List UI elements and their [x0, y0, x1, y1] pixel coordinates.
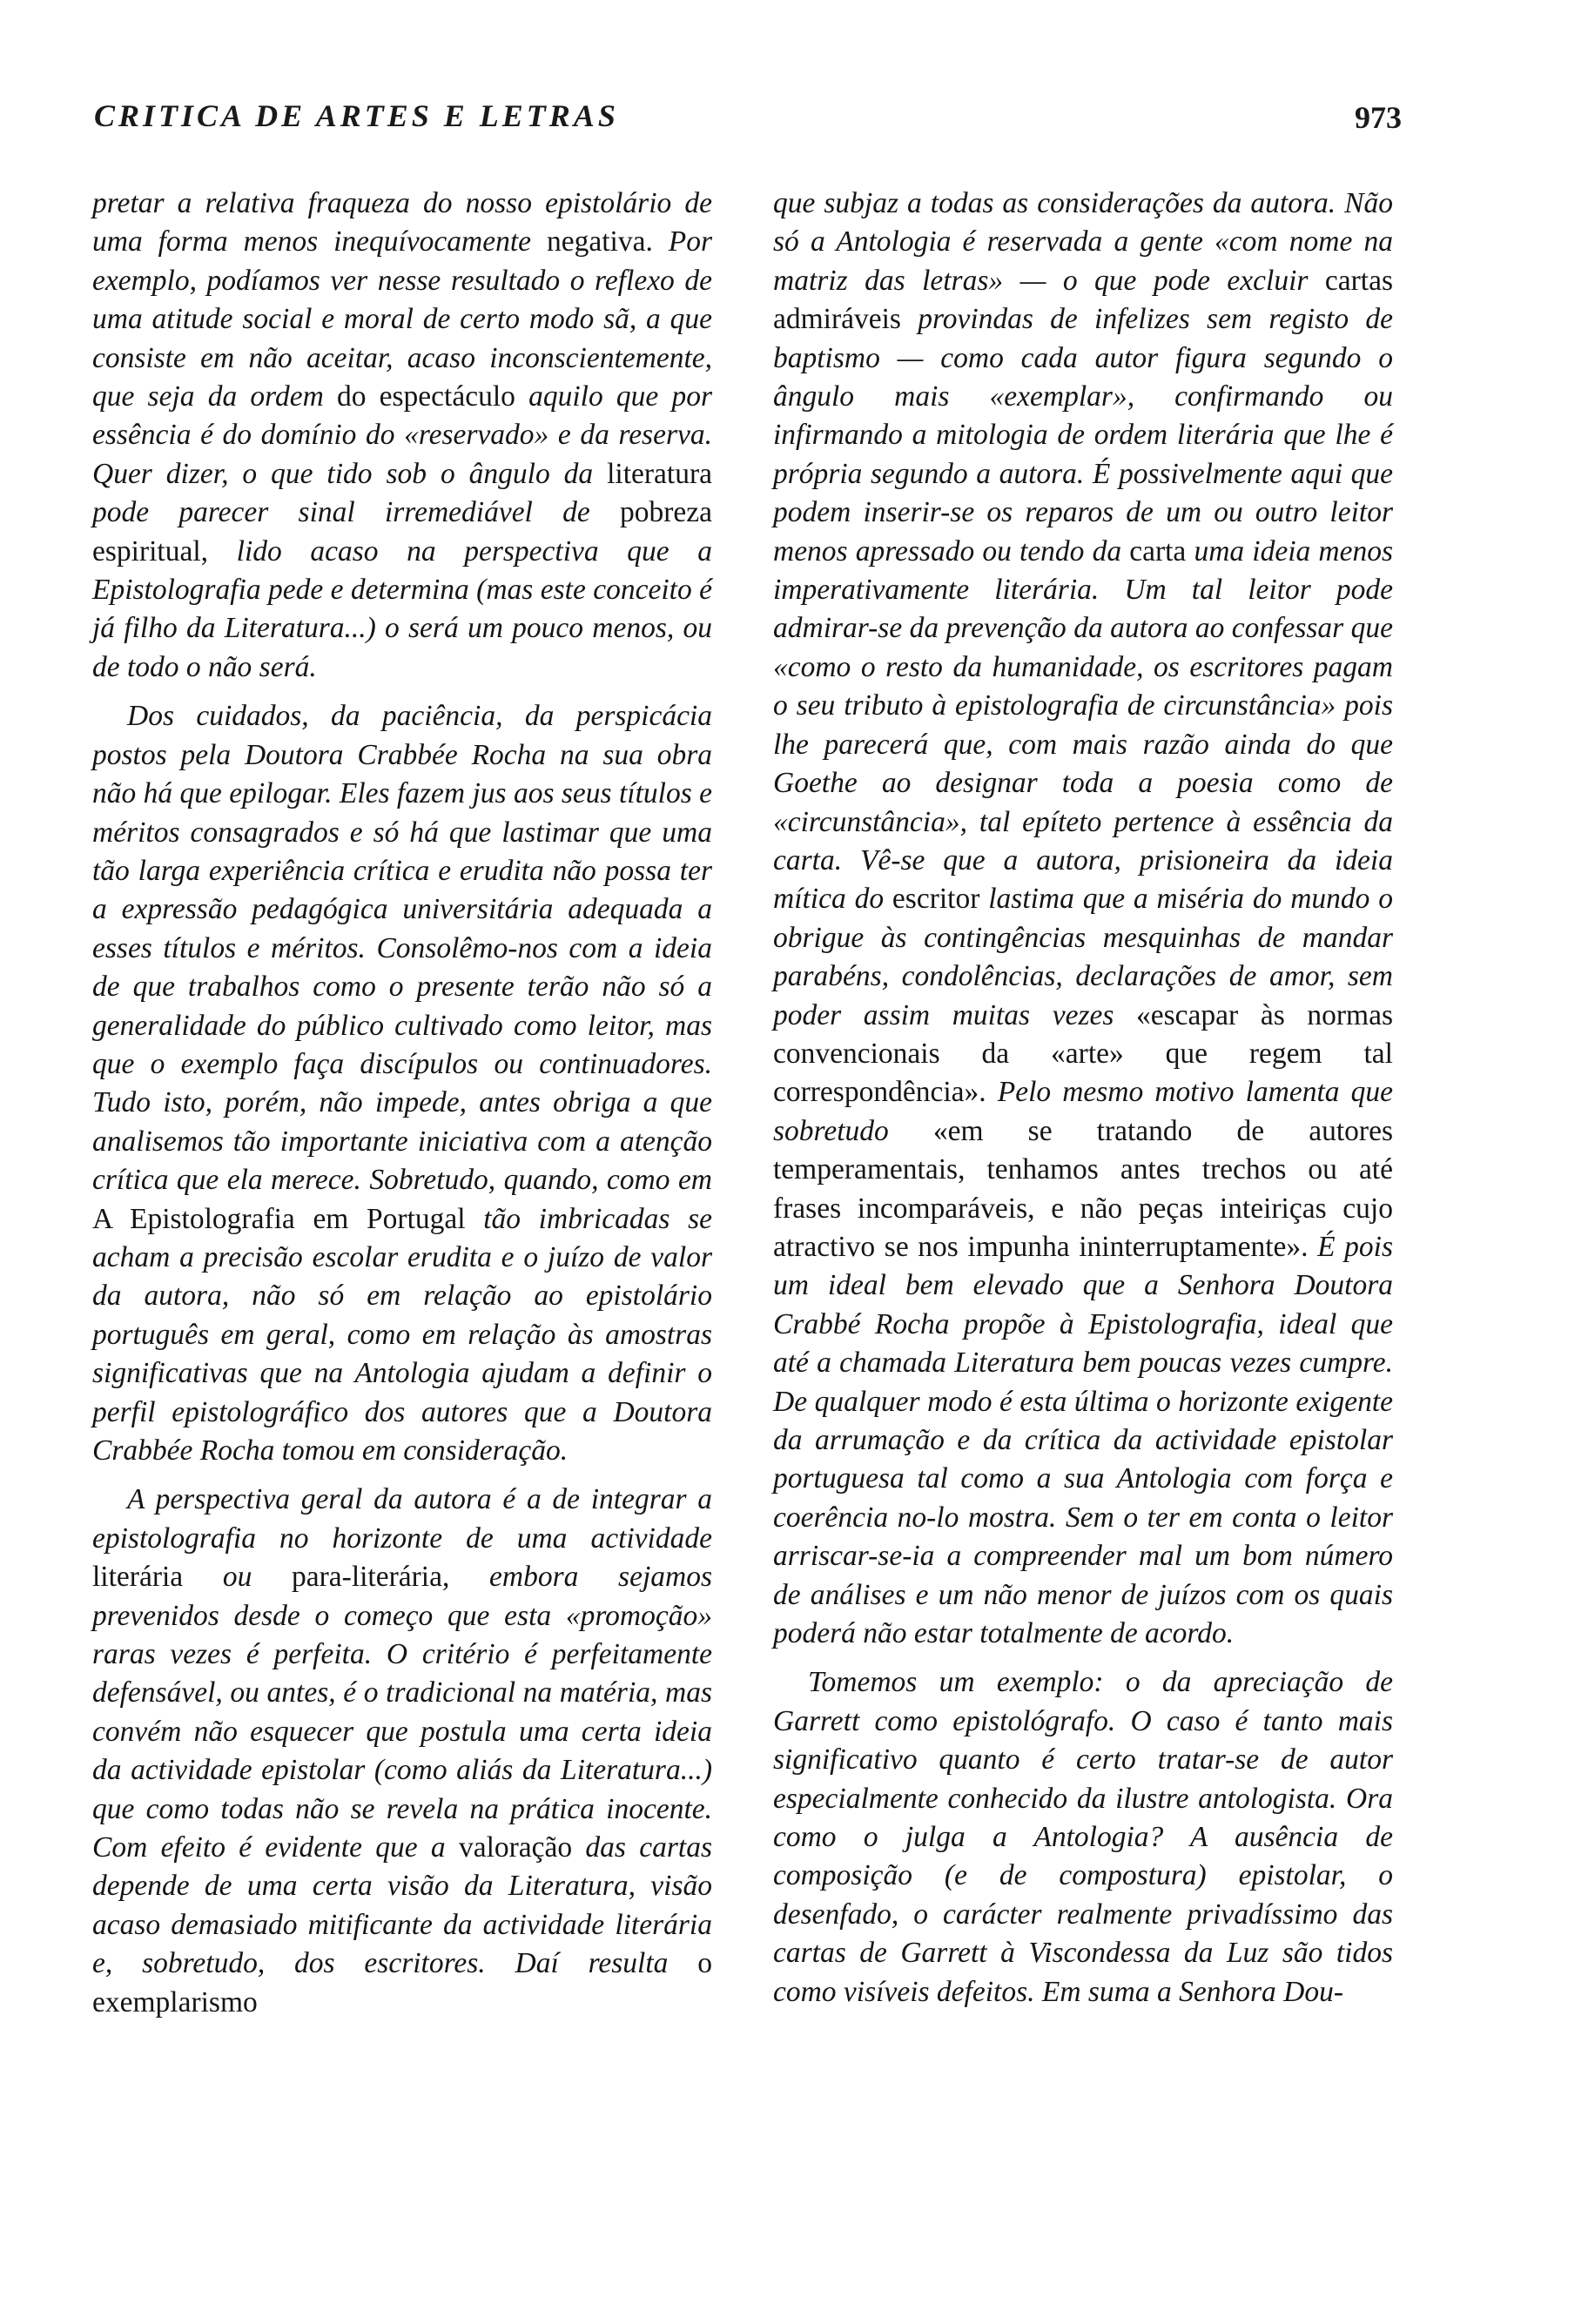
text-run: carta [1129, 534, 1187, 568]
text-run: A perspectiva geral da autora é a de integrar a epistolografia no horizonte de uma actividade [92, 1483, 712, 1555]
text-run: para-literária, [292, 1561, 450, 1594]
text-run: negativa. [546, 225, 653, 259]
text-run: que subjaz a todas as considerações da autora. Não só a Antologia é reservada a gente «com nome na matriz das letras» — o que pode excluir [773, 187, 1393, 297]
paragraph [92, 1481, 712, 2022]
text-run: pode parecer sinal irremediável de [92, 496, 620, 529]
text-run: embora sejamos prevenidos desde o começo que esta «promoção» raras vezes é perfeita. O critério é perfeitamente defensável, ou antes, é o tradicional na matéria, mas convém não esquecer que postula uma certa ideia da actividade epistolar (como aliás da Literatura...) que como todas não se revela na prática inocente. Com efeito é evidente que a [92, 1561, 712, 1864]
text-run: pretar a relativa fraqueza do nosso epistolário de uma forma menos inequívocamente [92, 187, 712, 259]
text-run: das cartas depende de uma certa visão da Literatura, visão acaso demasiado mitificante da actividade literária e, sobretudo, dos escritores. Daí resulta [92, 1831, 712, 1980]
text-run: tão imbricadas se acham a precisão escolar erudita e o juízo de valor da autora, não só em relação ao epistolário português em geral, como em relação às amostras significativas que na Antologia ajudam a definir o perfil epistolográfico dos autores que a Doutora Crabbée Rocha tomou em consideração. [92, 1202, 712, 1467]
text-run: «escapar às normas convencionais da «arte» que regem tal correspondência». [773, 998, 1393, 1109]
right-column [773, 185, 1393, 2012]
text-run: Pelo mesmo motivo lamenta que sobretudo [773, 1076, 1393, 1147]
text-run: Tomemos um exemplo: o da apreciação de Garrett como epistológrafo. O caso é tanto mais significativo quanto é certo tratar-se de autor especialmente conhecido da ilustre antologista. Ora como o julga a Antologia? A ausência de composição (e de compostura) epistolar, o desenfado, o carácter realmente privadíssimo das cartas de Garrett à Viscondessa da Luz são tidos como visíveis defeitos. Em suma a Senhora Dou- [773, 1666, 1393, 2008]
text-run: literária [92, 1561, 184, 1594]
text-run: aquilo que por essência é do domínio do «reservado» e da reserva. Quer dizer, o que tido sob o ângulo da [92, 380, 712, 490]
running-title: CRITICA DE ARTES E LETRAS [94, 98, 619, 133]
paragraph [92, 185, 712, 687]
text-run: o exemplarismo [92, 1947, 712, 2018]
paragraph [92, 697, 712, 1470]
text-run: Por exemplo, podíamos ver nesse resultado o reflexo de uma atitude social e moral de certo modo sã, a que consiste em não aceitar, acaso inconscientemente, que seja da ordem [92, 225, 712, 413]
page-number: 973 [1355, 100, 1402, 135]
text-run: Dos cuidados, da paciência, da perspicácia postos pela Doutora Crabbée Rocha na sua obra não há que epilogar. Eles fazem jus aos seus títulos e méritos consagrados e só há que lastimar que uma tão larga experiência crítica e erudita não possa ter a expressão pedagógica universitária adequada a esses títulos e méritos. Consolêmo-nos com a ideia de que trabalhos como o presente terão não só a generalidade do público cultivado como leitor, mas que o exemplo faça discípulos ou continuadores. Tudo isto, porém, não impede, antes obriga a que analisemos tão importante iniciativa com a atenção crítica que ela merece. Sobretudo, quando, como em [92, 700, 712, 1197]
text-run: lido acaso na perspectiva que a Epistolografia pede e determina (mas este conceito é já filho da Literatura...) o será um pouco menos, ou de todo o não será. [92, 534, 712, 683]
text-run: É pois um ideal bem elevado que a Senhora Doutora Crabbé Rocha propõe à Epistolografia, ideal que até a chamada Literatura bem poucas vezes cumpre. De qualquer modo é esta última o horizonte exigente da arrumação e da crítica da actividade epistolar portuguesa tal como a sua Antologia com força e coerência no-lo mostra. Sem o ter em conta o leitor arriscar-se-ia a compreender mal um bom número de análises e um não menor de juízos com os quais poderá não estar totalmente de acordo. [773, 1230, 1393, 1650]
text-run: valoração [458, 1831, 573, 1864]
text-run: ou [183, 1561, 293, 1594]
text-run: A Epistolografia em Portugal [92, 1202, 466, 1235]
text-run: cartas admiráveis [773, 264, 1393, 336]
paragraph [773, 1663, 1393, 2012]
text-run: uma ideia menos imperativamente literária. Um tal leitor pode admirar-se da prevenção da autora ao confessar que «como o resto da humanidade, os escritores pagam o seu tributo à epistolografia de circunstância» pois lhe parecerá que, com mais razão ainda do que Goethe ao designar toda a poesia como de «circunstância», tal epíteto pertence à essência da carta. Vê-se que a autora, prisioneira da ideia mítica do [773, 534, 1393, 916]
text-run: do espectáculo [336, 380, 515, 413]
left-column [92, 185, 712, 2022]
text-run: lastima que a miséria do mundo o obrigue às contingências mesquinhas de mandar parabéns, condolências, declarações de amor, sem poder assim muitas vezes [773, 883, 1393, 1031]
text-run: pobreza espiritual, [92, 496, 712, 568]
text-run: escritor [892, 883, 980, 916]
text-run: «em se tratando de autores temperamentais, tenhamos antes trechos ou até frases incomparáveis, e não peças inteiriças cujo atractivo se nos impunha ininterruptamente». [773, 1114, 1393, 1263]
text-run: literatura [607, 457, 712, 490]
text-run: provindas de infelizes sem registo de baptismo — como cada autor figura segundo o ângulo mais «exemplar», confirmando ou infirmando a mitologia de ordem literária que lhe é própria segundo a autora. É possivelmente aqui que podem inserir-se os reparos de um ou outro leitor menos apressado ou tendo da [773, 303, 1393, 568]
paragraph [773, 185, 1393, 1653]
